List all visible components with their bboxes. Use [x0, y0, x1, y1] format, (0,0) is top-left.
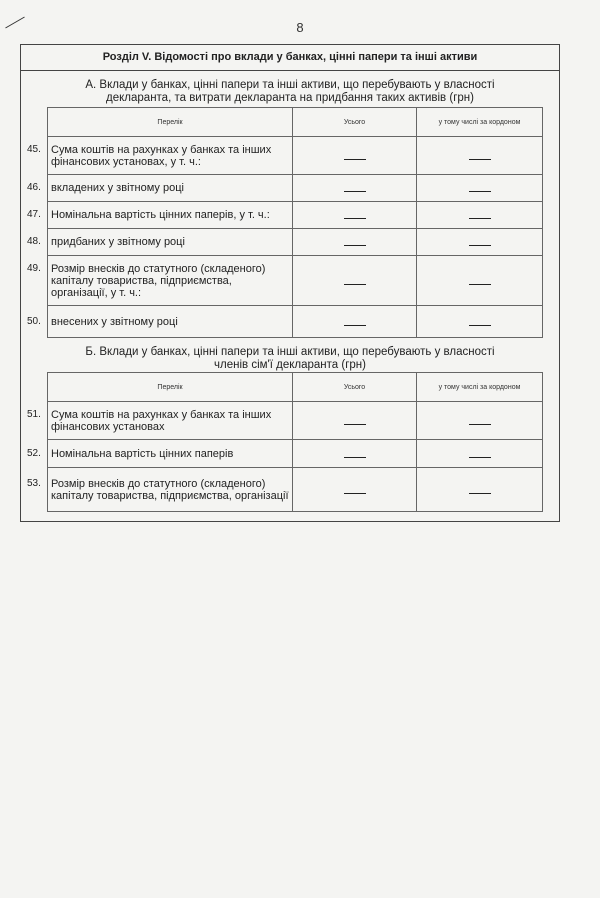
empty-dash	[344, 325, 366, 326]
part-b-table	[27, 372, 543, 512]
row-number: 47.	[27, 209, 41, 220]
row-label: Розмір внесків до статутного (складеного) капіталу товариства, підприємства, організації	[51, 477, 289, 502]
empty-dash	[469, 218, 491, 219]
row-label: вкладених у звітному році	[51, 182, 184, 194]
row-label: Розмір внесків до статутного (складеного) капіталу товариства, підприємства, організації, у т. ч.:	[51, 262, 266, 299]
abroad-cell	[417, 306, 543, 338]
table-header-row	[48, 373, 543, 402]
section-frame	[20, 44, 560, 522]
row-label-cell	[27, 175, 293, 202]
column-header-list: Перелік	[48, 108, 293, 137]
part-b-title	[21, 346, 559, 372]
row-number: 48.	[27, 236, 41, 247]
empty-dash	[344, 493, 366, 494]
empty-dash	[469, 325, 491, 326]
row-label-cell	[27, 306, 293, 338]
row-number: 49.	[27, 262, 41, 274]
total-cell	[293, 137, 417, 175]
column-header-total: Усього	[293, 373, 417, 402]
row-label-cell	[27, 468, 293, 512]
row-label-cell	[27, 402, 293, 440]
part-b-title-line1: Б. Вклади у банках, цінні папери та інші активи, що перебувають у власності	[85, 346, 495, 358]
empty-dash	[469, 191, 491, 192]
column-header-abroad: у тому числі за кордоном	[417, 108, 543, 137]
table-header-row	[48, 108, 543, 137]
table-row	[48, 402, 543, 440]
row-number: 45.	[27, 143, 41, 155]
total-cell	[293, 306, 417, 338]
abroad-cell	[417, 402, 543, 440]
table-row	[48, 137, 543, 175]
row-number: 51.	[27, 408, 41, 420]
table-row	[48, 256, 543, 306]
abroad-cell	[417, 440, 543, 468]
row-label: Номінальна вартість цінних паперів	[51, 447, 234, 460]
empty-dash	[344, 457, 366, 458]
row-label-cell	[27, 202, 293, 229]
row-label: внесених у звітному році	[51, 315, 178, 328]
row-label-cell	[27, 256, 293, 306]
table-row	[48, 468, 543, 512]
empty-dash	[344, 159, 366, 160]
empty-dash	[469, 493, 491, 494]
page-number: 8	[296, 20, 304, 35]
row-label-cell	[27, 440, 293, 468]
row-number: 52.	[27, 447, 41, 459]
table-row	[48, 229, 543, 256]
table-row	[48, 306, 543, 338]
empty-dash	[469, 284, 491, 285]
abroad-cell	[417, 468, 543, 512]
empty-dash	[469, 159, 491, 160]
total-cell	[293, 229, 417, 256]
empty-dash	[344, 245, 366, 246]
section-title: Розділ V. Відомості про вклади у банках, цінні папери та інші активи	[21, 45, 559, 71]
part-a-title-line1: А. Вклади у банках, цінні папери та інші активи, що перебувають у власності	[85, 79, 495, 91]
empty-dash	[469, 457, 491, 458]
table-row	[48, 202, 543, 229]
abroad-cell	[417, 229, 543, 256]
total-cell	[293, 440, 417, 468]
total-cell	[293, 202, 417, 229]
row-number: 50.	[27, 315, 41, 327]
row-label-cell	[27, 229, 293, 256]
empty-dash	[344, 218, 366, 219]
column-header-total: Усього	[293, 108, 417, 137]
table-row	[48, 175, 543, 202]
row-label: Сума коштів на рахунках у банках та інших фінансових установах	[51, 408, 272, 433]
part-a-table	[27, 107, 543, 338]
empty-dash	[469, 424, 491, 425]
empty-dash	[469, 245, 491, 246]
row-label-cell	[27, 137, 293, 175]
row-label: Сума коштів на рахунках у банках та інших фінансових установах, у т. ч.:	[51, 143, 272, 168]
row-label: придбаних у звітному році	[51, 236, 185, 248]
abroad-cell	[417, 175, 543, 202]
row-number: 53.	[27, 477, 41, 489]
total-cell	[293, 402, 417, 440]
part-a-title	[21, 79, 559, 107]
total-cell	[293, 468, 417, 512]
row-number: 46.	[27, 182, 41, 193]
row-label: Номінальна вартість цінних паперів, у т. ч.:	[51, 209, 270, 221]
column-header-list: Перелік	[48, 373, 293, 402]
abroad-cell	[417, 256, 543, 306]
abroad-cell	[417, 202, 543, 229]
empty-dash	[344, 284, 366, 285]
part-a-title-line2: декларанта, та витрати декларанта на придбання таких активів (грн)	[106, 92, 474, 104]
empty-dash	[344, 191, 366, 192]
total-cell	[293, 175, 417, 202]
total-cell	[293, 256, 417, 306]
abroad-cell	[417, 137, 543, 175]
part-b-title-line2: членів сім'ї декларанта (грн)	[214, 359, 366, 371]
column-header-abroad: у тому числі за кордоном	[417, 373, 543, 402]
empty-dash	[344, 424, 366, 425]
table-row	[48, 440, 543, 468]
